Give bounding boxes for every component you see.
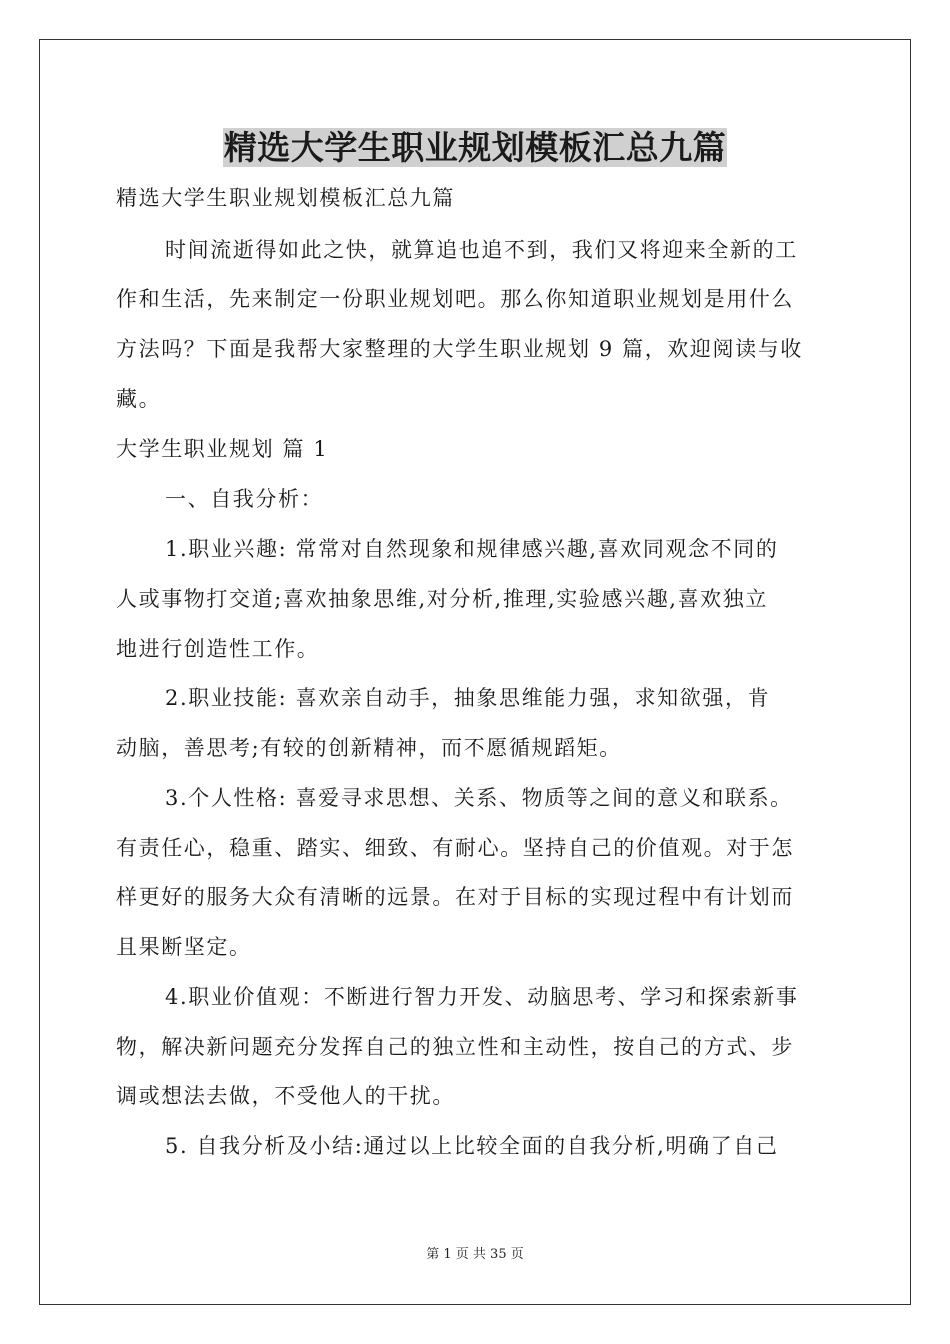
subtitle-line: 精选大学生职业规划模板汇总九篇 bbox=[116, 186, 455, 210]
document-title bbox=[0, 126, 950, 170]
paragraph-line: 方法吗？下面是我帮大家整理的大学生职业规划 9 篇，欢迎阅读与收 bbox=[116, 337, 803, 361]
section-heading: 大学生职业规划 篇 1 bbox=[116, 437, 329, 461]
document-title-text: 精选大学生职业规划模板汇总九篇 bbox=[223, 128, 727, 167]
paragraph-line: 样更好的服务大众有清晰的远景。在对于目标的实现过程中有计划而 bbox=[116, 885, 794, 909]
page-footer: 第 1 页 共 35 页 bbox=[426, 1247, 524, 1262]
paragraph-line: 作和生活，先来制定一份职业规划吧。那么你知道职业规划是用什么 bbox=[116, 287, 794, 311]
paragraph-line: 且果断坚定。 bbox=[116, 935, 252, 959]
page-border bbox=[39, 39, 911, 1305]
paragraph-line: 藏。 bbox=[116, 387, 162, 411]
paragraph-line: 人或事物打交道;喜欢抽象思维,对分析,推理,实验感兴趣,喜欢独立 bbox=[116, 587, 768, 611]
paragraph-line: 4.职业价值观：不断进行智力开发、动脑思考、学习和探索新事 bbox=[165, 985, 799, 1009]
paragraph-line: 5. 自我分析及小结:通过以上比较全面的自我分析,明确了自己 bbox=[165, 1134, 779, 1158]
paragraph-line: 物，解决新问题充分发挥自己的独立性和主动性，按自己的方式、步 bbox=[116, 1035, 794, 1059]
paragraph-line: 1.职业兴趣: 常常对自然现象和规律感兴趣,喜欢同观念不同的 bbox=[165, 537, 779, 561]
paragraph-line: 调或想法去做，不受他人的干扰。 bbox=[116, 1084, 455, 1108]
paragraph-line: 时间流逝得如此之快，就算追也追不到，我们又将迎来全新的工 bbox=[165, 238, 798, 262]
paragraph-line: 2.职业技能: 喜欢亲自动手，抽象思维能力强，求知欲强，肯 bbox=[165, 686, 771, 710]
paragraph-line: 地进行创造性工作。 bbox=[116, 637, 320, 661]
paragraph-line: 3.个人性格: 喜爱寻求思想、关系、物质等之间的意义和联系。 bbox=[165, 786, 793, 810]
subsection-heading: 一、自我分析： bbox=[165, 487, 324, 511]
paragraph-line: 动脑，善思考;有较的创新精神，而不愿循规蹈矩。 bbox=[116, 736, 622, 760]
paragraph-line: 有责任心，稳重、踏实、细致、有耐心。坚持自己的价值观。对于怎 bbox=[116, 836, 794, 860]
